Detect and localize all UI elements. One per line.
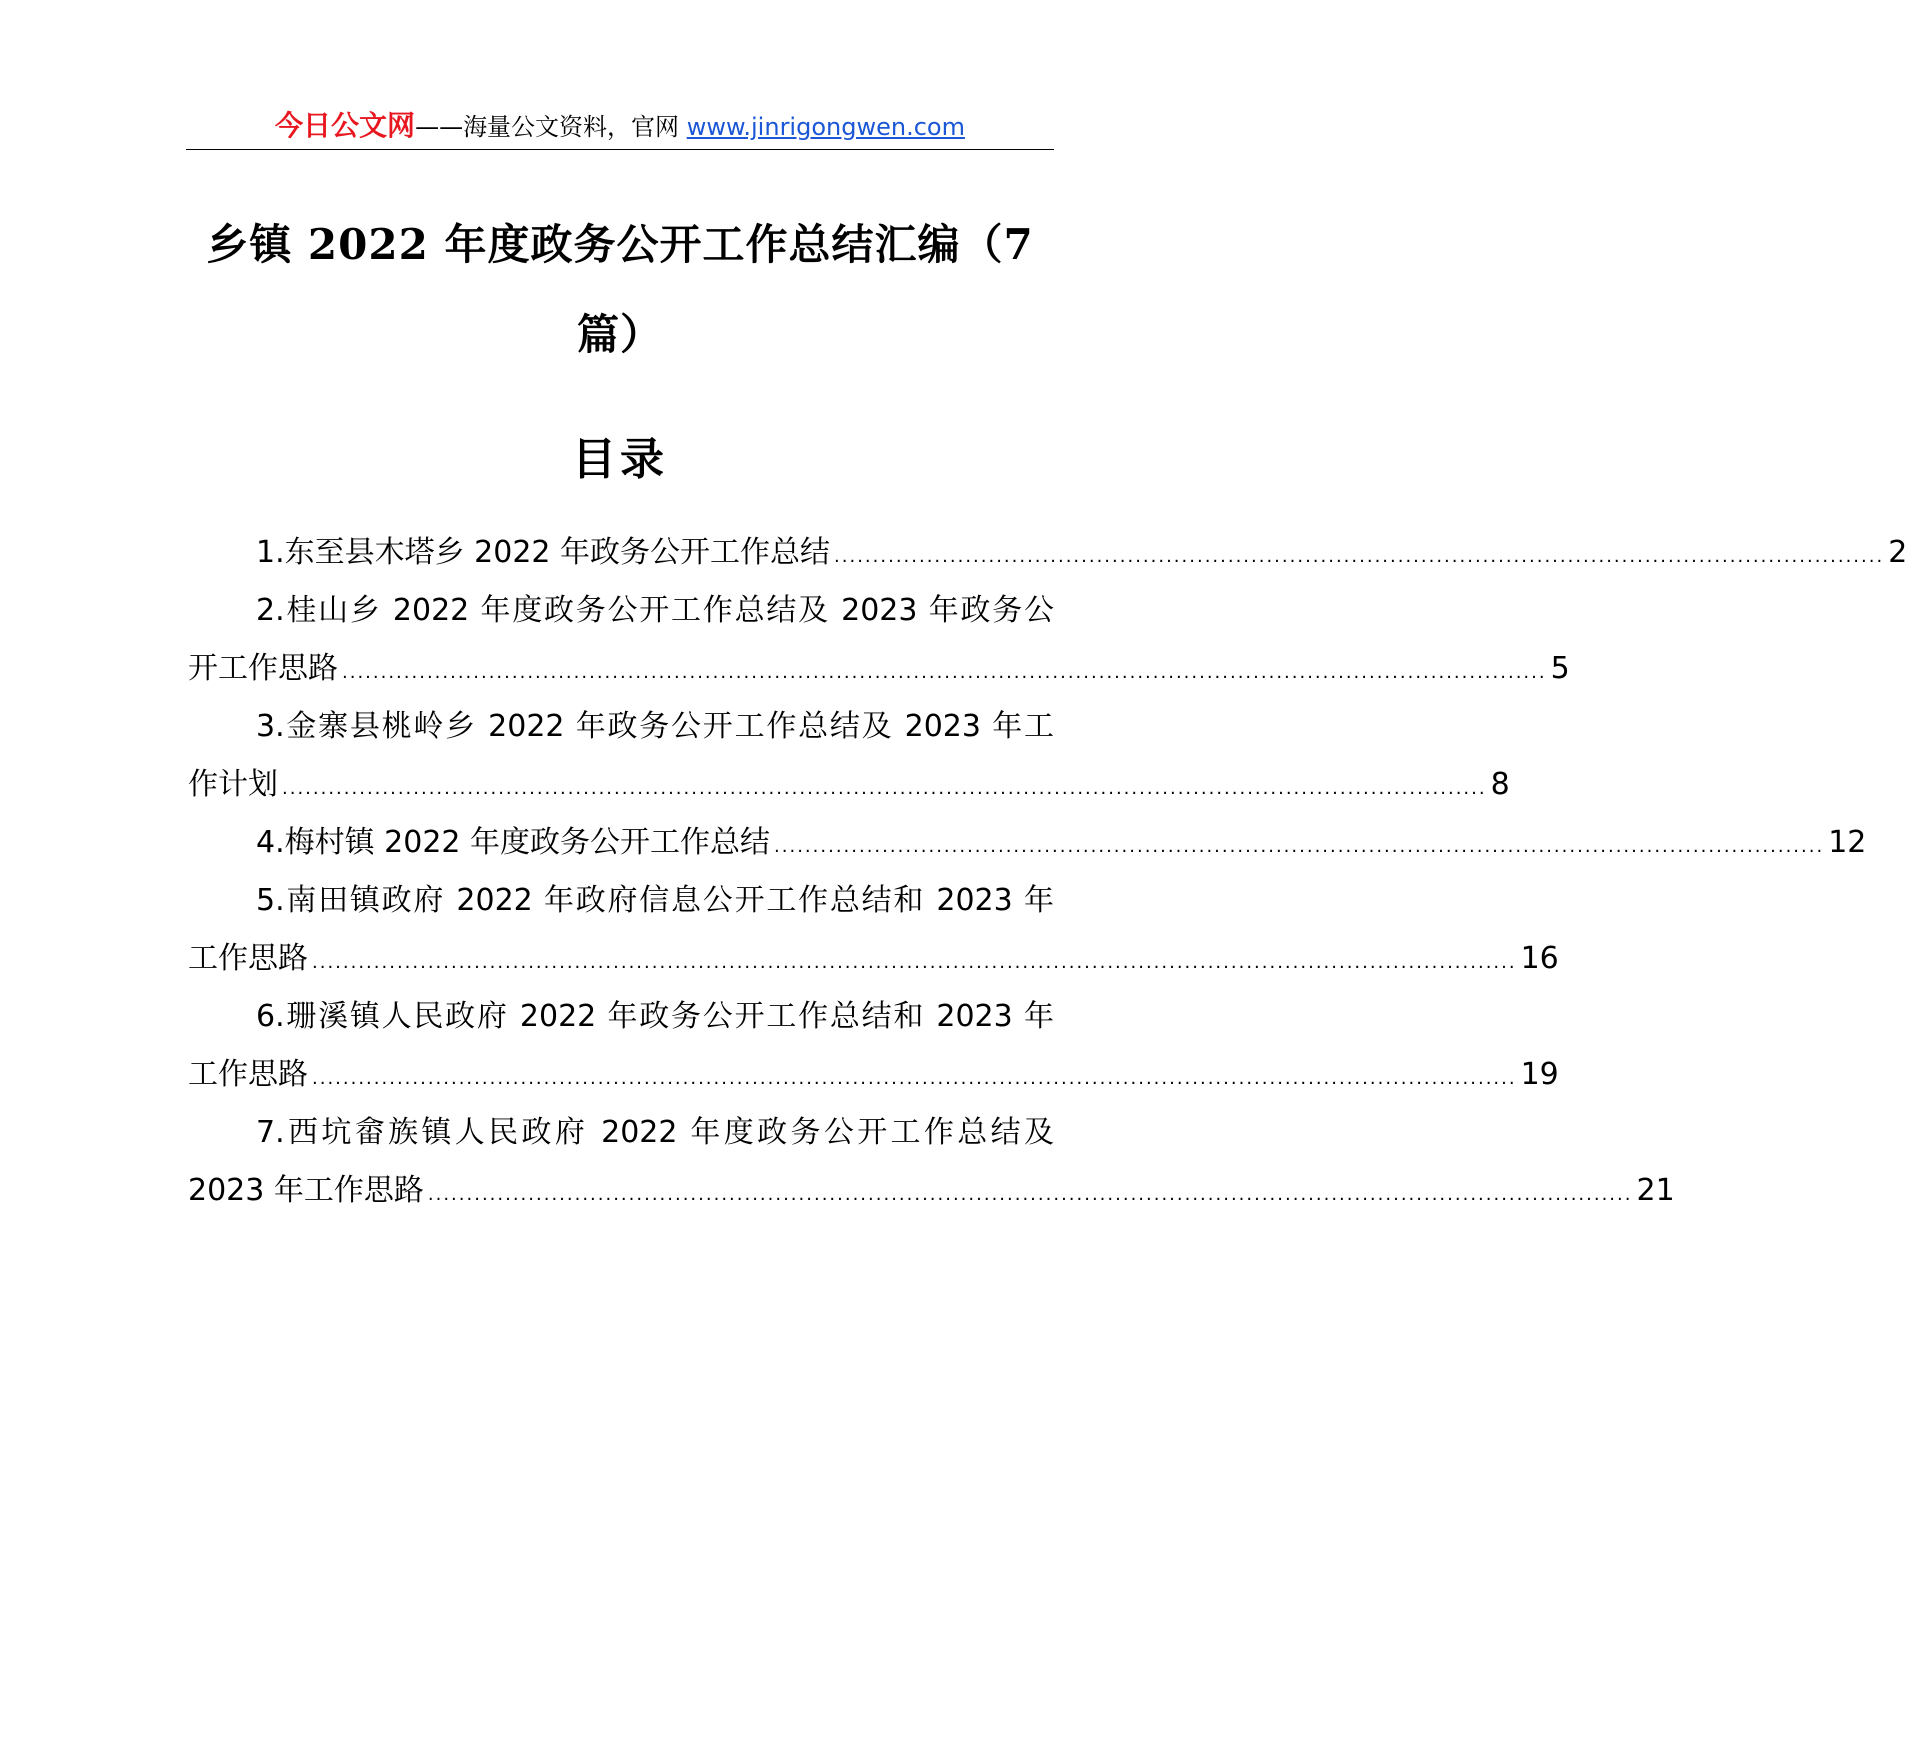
- toc-entry-text: 6.珊溪镇人民政府 2022 年政务公开工作总结和 2023 年: [256, 999, 1054, 1034]
- page-header: [186, 103, 1054, 149]
- leader-dots: ............................................................................................................................................................: [312, 1068, 1517, 1089]
- leader-dots: ........................................................................................................................................: [834, 546, 1885, 567]
- toc-entry-3[interactable]: [188, 698, 1054, 756]
- table-of-contents: [188, 524, 1907, 1220]
- toc-entry-text: 2023 年工作思路: [188, 1173, 424, 1208]
- toc-entry-2[interactable]: [188, 582, 1054, 640]
- toc-entry-text: 7.西坑畲族镇人民政府 2022 年度政务公开工作总结及: [256, 1115, 1054, 1150]
- toc-heading: 目录: [572, 434, 668, 485]
- title-line-2: 篇）: [576, 310, 663, 359]
- toc-page-number: 16: [1520, 941, 1559, 976]
- leader-dots: ............................................................................................................................................................: [312, 952, 1517, 973]
- header-tagline: ——海量公文资料，官网: [415, 113, 680, 141]
- toc-page-number: 2: [1888, 535, 1907, 570]
- toc-entry-text: 作计划: [188, 767, 278, 802]
- toc-entry-3-cont[interactable]: [188, 756, 1510, 814]
- toc-entry-text: 工作思路: [188, 941, 308, 976]
- leader-dots: ............................................................................................................................................................: [342, 662, 1547, 683]
- toc-entry-5-cont[interactable]: [188, 930, 1559, 988]
- toc-page-number: 12: [1828, 825, 1867, 860]
- toc-page-number: 19: [1520, 1057, 1559, 1092]
- website-link[interactable]: www.jinrigongwen.com: [686, 113, 965, 141]
- toc-entry-text: 4.梅村镇 2022 年度政务公开工作总结: [256, 825, 771, 860]
- toc-page-number: 5: [1550, 651, 1570, 686]
- toc-entry-2-cont[interactable]: [188, 640, 1570, 698]
- header-divider: [186, 149, 1054, 150]
- toc-entry-text: 工作思路: [188, 1057, 308, 1092]
- title-line-1: 乡镇 2022 年度政务公开工作总结汇编（7: [206, 220, 1034, 269]
- toc-entry-7-cont[interactable]: [188, 1162, 1675, 1220]
- toc-entry-text: 2.桂山乡 2022 年度政务公开工作总结及 2023 年政务公: [256, 593, 1054, 628]
- leader-dots: ............................................................................................................................................................: [282, 778, 1487, 799]
- brand-name: 今日公文网: [275, 109, 416, 142]
- toc-page-number: 8: [1490, 767, 1510, 802]
- toc-entry-6-cont[interactable]: [188, 1046, 1559, 1104]
- toc-entry-text: 3.金寨县桃岭乡 2022 年政务公开工作总结及 2023 年工: [256, 709, 1054, 744]
- document-title: [186, 200, 1054, 380]
- leader-dots: ........................................................................................................................................: [774, 836, 1825, 857]
- toc-entry-7[interactable]: [188, 1104, 1054, 1162]
- toc-entry-4[interactable]: [188, 814, 1867, 872]
- leader-dots: ............................................................................................................................................................: [427, 1184, 1633, 1205]
- toc-entry-5[interactable]: [188, 872, 1054, 930]
- toc-page-number: 21: [1636, 1173, 1675, 1208]
- toc-entry-text: 开工作思路: [188, 651, 338, 686]
- toc-entry-text: 1.东至县木塔乡 2022 年政务公开工作总结: [256, 535, 831, 570]
- toc-entry-1[interactable]: [188, 524, 1907, 582]
- toc-entry-text: 5.南田镇政府 2022 年政府信息公开工作总结和 2023 年: [256, 883, 1054, 918]
- toc-entry-6[interactable]: [188, 988, 1054, 1046]
